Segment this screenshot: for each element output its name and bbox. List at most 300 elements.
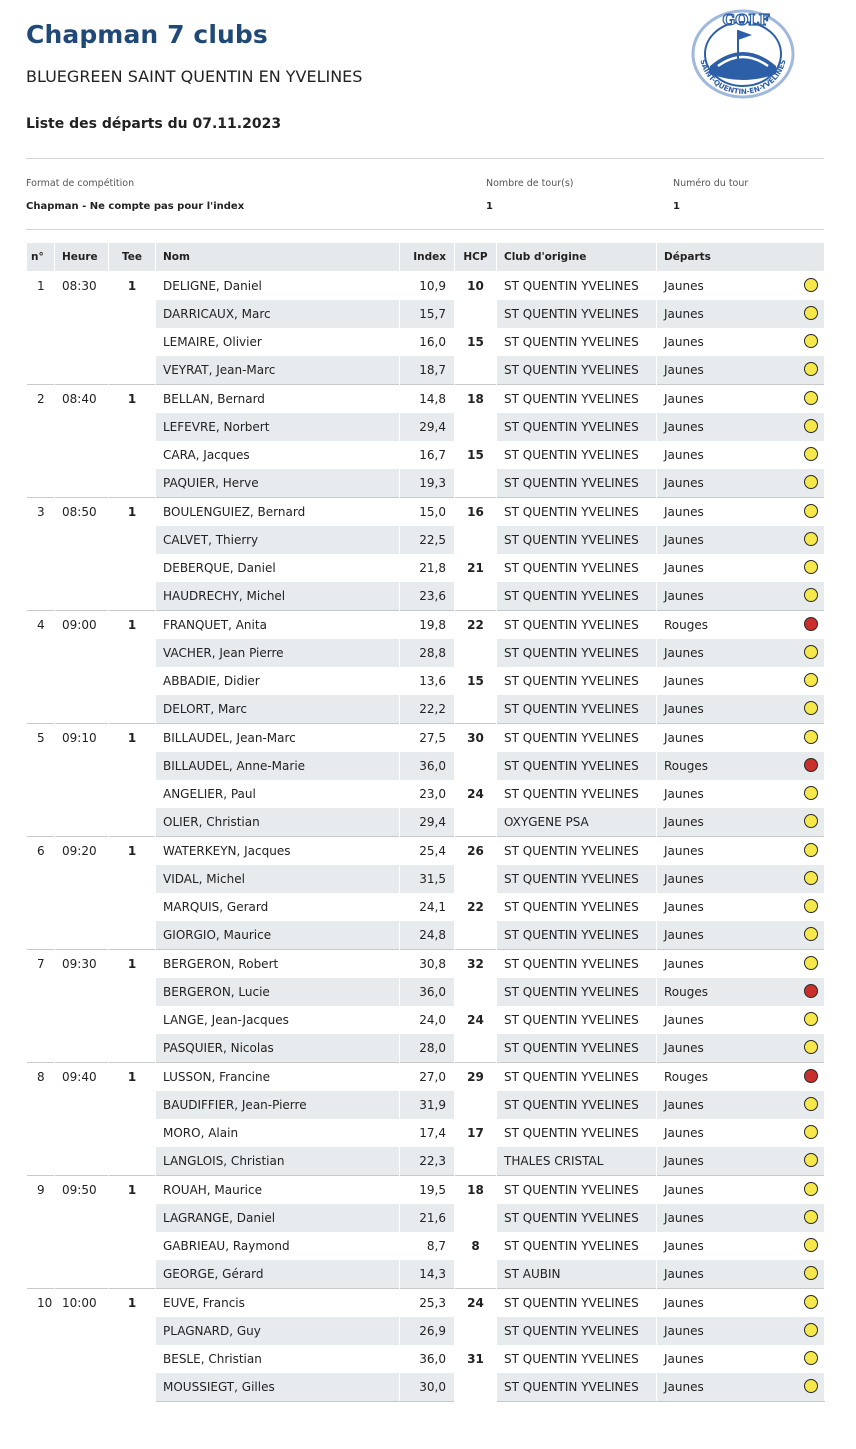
tee-color-icon xyxy=(804,588,818,602)
player-departs xyxy=(657,1091,825,1119)
group-time: 09:20 xyxy=(55,837,109,950)
table-row xyxy=(27,272,825,301)
departs-label: Jaunes xyxy=(664,307,704,321)
player-name: PASQUIER, Nicolas xyxy=(156,1034,400,1063)
departs-label: Jaunes xyxy=(664,505,704,519)
tee-color-icon xyxy=(804,1238,818,1252)
departs-label: Jaunes xyxy=(664,1324,704,1338)
player-club: ST QUENTIN YVELINES xyxy=(497,1176,657,1205)
departs-label: Jaunes xyxy=(664,1352,704,1366)
player-name: BERGERON, Lucie xyxy=(156,978,400,1006)
group-time: 10:00 xyxy=(55,1289,109,1402)
table-row xyxy=(27,1176,825,1205)
golf-logo-icon xyxy=(688,8,798,100)
player-index: 23,6 xyxy=(400,582,455,611)
player-name: CALVET, Thierry xyxy=(156,526,400,554)
player-club: ST QUENTIN YVELINES xyxy=(497,1317,657,1345)
player-club: ST AUBIN xyxy=(497,1260,657,1289)
player-name: GEORGE, Gérard xyxy=(156,1260,400,1289)
player-index: 24,8 xyxy=(400,921,455,950)
departs-label: Jaunes xyxy=(664,420,704,434)
player-index: 10,9 xyxy=(400,272,455,301)
player-club: ST QUENTIN YVELINES xyxy=(497,526,657,554)
group-tee: 1 xyxy=(109,950,156,1063)
player-club: ST QUENTIN YVELINES xyxy=(497,695,657,724)
table-header-row xyxy=(27,243,825,272)
table-row xyxy=(27,724,825,753)
group-time: 09:10 xyxy=(55,724,109,837)
tee-color-icon xyxy=(804,362,818,376)
player-name: LUSSON, Francine xyxy=(156,1063,400,1092)
tee-color-icon xyxy=(804,617,818,631)
player-departs xyxy=(657,1006,825,1034)
player-club: ST QUENTIN YVELINES xyxy=(497,950,657,979)
player-index: 26,9 xyxy=(400,1317,455,1345)
tee-color-icon xyxy=(804,391,818,405)
tee-color-icon xyxy=(804,419,818,433)
round-number-value: 1 xyxy=(673,201,680,212)
group-number: 7 xyxy=(27,950,55,1063)
player-club: ST QUENTIN YVELINES xyxy=(497,611,657,640)
player-index: 25,4 xyxy=(400,837,455,866)
player-club: ST QUENTIN YVELINES xyxy=(497,469,657,498)
rounds-label: Nombre de tour(s) xyxy=(486,178,574,189)
player-departs xyxy=(657,1204,825,1232)
round-number-label: Numéro du tour xyxy=(673,178,749,189)
logo-golf-text: GOLF xyxy=(722,11,770,29)
divider xyxy=(26,229,824,230)
tee-color-icon xyxy=(804,278,818,292)
player-departs xyxy=(657,808,825,837)
player-index: 27,0 xyxy=(400,1063,455,1092)
team-hcp: 15 xyxy=(455,328,497,385)
team-hcp: 10 xyxy=(455,272,497,329)
departs-label: Jaunes xyxy=(664,731,704,745)
departs-label: Jaunes xyxy=(664,279,704,293)
group-number: 5 xyxy=(27,724,55,837)
team-hcp: 16 xyxy=(455,498,497,555)
player-departs xyxy=(657,752,825,780)
player-departs xyxy=(657,385,825,414)
player-departs xyxy=(657,1119,825,1147)
departs-label: Jaunes xyxy=(664,1239,704,1253)
player-name: DEBERQUE, Daniel xyxy=(156,554,400,582)
departs-label: Jaunes xyxy=(664,335,704,349)
group-number: 1 xyxy=(27,272,55,385)
player-club: ST QUENTIN YVELINES xyxy=(497,667,657,695)
group-time: 08:40 xyxy=(55,385,109,498)
tee-color-icon xyxy=(804,843,818,857)
player-index: 19,8 xyxy=(400,611,455,640)
format-label: Format de compétition xyxy=(26,178,135,189)
divider xyxy=(26,158,824,159)
tee-color-icon xyxy=(804,814,818,828)
player-name: LEFEVRE, Norbert xyxy=(156,413,400,441)
tee-color-icon xyxy=(804,532,818,546)
tee-color-icon xyxy=(804,758,818,772)
tee-color-icon xyxy=(804,673,818,687)
team-hcp: 30 xyxy=(455,724,497,781)
player-name: GABRIEAU, Raymond xyxy=(156,1232,400,1260)
departs-label: Jaunes xyxy=(664,1211,704,1225)
group-tee: 1 xyxy=(109,1176,156,1289)
player-departs xyxy=(657,498,825,527)
player-club: ST QUENTIN YVELINES xyxy=(497,865,657,893)
player-departs xyxy=(657,1317,825,1345)
player-index: 14,8 xyxy=(400,385,455,414)
player-departs xyxy=(657,695,825,724)
departs-label: Rouges xyxy=(664,759,708,773)
player-club: ST QUENTIN YVELINES xyxy=(497,1345,657,1373)
player-name: VEYRAT, Jean-Marc xyxy=(156,356,400,385)
team-hcp: 29 xyxy=(455,1063,497,1120)
group-number: 9 xyxy=(27,1176,55,1289)
player-club: ST QUENTIN YVELINES xyxy=(497,921,657,950)
player-departs xyxy=(657,554,825,582)
player-name: MARQUIS, Gerard xyxy=(156,893,400,921)
player-departs xyxy=(657,469,825,498)
group-time: 09:40 xyxy=(55,1063,109,1176)
group-time: 09:30 xyxy=(55,950,109,1063)
player-name: ANGELIER, Paul xyxy=(156,780,400,808)
group-number: 6 xyxy=(27,837,55,950)
player-index: 14,3 xyxy=(400,1260,455,1289)
player-index: 15,7 xyxy=(400,300,455,328)
tee-color-icon xyxy=(804,871,818,885)
departs-label: Jaunes xyxy=(664,1154,704,1168)
team-hcp: 24 xyxy=(455,1006,497,1063)
departs-label: Jaunes xyxy=(664,533,704,547)
player-name: LAGRANGE, Daniel xyxy=(156,1204,400,1232)
player-index: 27,5 xyxy=(400,724,455,753)
player-name: VACHER, Jean Pierre xyxy=(156,639,400,667)
player-index: 15,0 xyxy=(400,498,455,527)
col-header-nom: Nom xyxy=(156,243,400,272)
player-club: ST QUENTIN YVELINES xyxy=(497,1063,657,1092)
player-departs xyxy=(657,1260,825,1289)
tee-color-icon xyxy=(804,475,818,489)
player-name: BOULENGUIEZ, Bernard xyxy=(156,498,400,527)
player-index: 13,6 xyxy=(400,667,455,695)
player-name: BERGERON, Robert xyxy=(156,950,400,979)
player-departs xyxy=(657,413,825,441)
venue-name: BLUEGREEN SAINT QUENTIN EN YVELINES xyxy=(26,67,363,86)
player-departs xyxy=(657,1034,825,1063)
page-title: Chapman 7 clubs xyxy=(26,20,268,49)
group-tee: 1 xyxy=(109,837,156,950)
player-club: ST QUENTIN YVELINES xyxy=(497,1232,657,1260)
player-club: ST QUENTIN YVELINES xyxy=(497,752,657,780)
tee-color-icon xyxy=(804,984,818,998)
player-name: BELLAN, Bernard xyxy=(156,385,400,414)
player-club: ST QUENTIN YVELINES xyxy=(497,1034,657,1063)
tee-color-icon xyxy=(804,1323,818,1337)
team-hcp: 15 xyxy=(455,667,497,724)
team-hcp: 26 xyxy=(455,837,497,894)
departs-label: Rouges xyxy=(664,985,708,999)
player-name: BESLE, Christian xyxy=(156,1345,400,1373)
departs-label: Jaunes xyxy=(664,589,704,603)
player-name: LANGE, Jean-Jacques xyxy=(156,1006,400,1034)
player-name: BAUDIFFIER, Jean-Pierre xyxy=(156,1091,400,1119)
player-departs xyxy=(657,611,825,640)
tee-color-icon xyxy=(804,1069,818,1083)
group-time: 09:50 xyxy=(55,1176,109,1289)
tee-color-icon xyxy=(804,1153,818,1167)
group-tee: 1 xyxy=(109,272,156,385)
tee-color-icon xyxy=(804,1182,818,1196)
player-departs xyxy=(657,582,825,611)
player-departs xyxy=(657,639,825,667)
col-header-n: n° xyxy=(27,243,55,272)
player-name: FRANQUET, Anita xyxy=(156,611,400,640)
player-departs xyxy=(657,526,825,554)
player-departs xyxy=(657,724,825,753)
departs-label: Jaunes xyxy=(664,1267,704,1281)
player-club: ST QUENTIN YVELINES xyxy=(497,1204,657,1232)
tee-color-icon xyxy=(804,927,818,941)
player-club: ST QUENTIN YVELINES xyxy=(497,1289,657,1318)
departs-label: Jaunes xyxy=(664,448,704,462)
player-club: ST QUENTIN YVELINES xyxy=(497,837,657,866)
team-hcp: 8 xyxy=(455,1232,497,1289)
departs-label: Jaunes xyxy=(664,787,704,801)
player-departs xyxy=(657,978,825,1006)
player-club: ST QUENTIN YVELINES xyxy=(497,1119,657,1147)
player-index: 31,5 xyxy=(400,865,455,893)
player-name: ROUAH, Maurice xyxy=(156,1176,400,1205)
group-time: 09:00 xyxy=(55,611,109,724)
start-list-table xyxy=(26,242,825,1402)
rounds-value: 1 xyxy=(486,201,493,212)
player-index: 22,3 xyxy=(400,1147,455,1176)
team-hcp: 22 xyxy=(455,611,497,668)
player-club: ST QUENTIN YVELINES xyxy=(497,385,657,414)
player-index: 36,0 xyxy=(400,1345,455,1373)
departs-label: Jaunes xyxy=(664,674,704,688)
tee-color-icon xyxy=(804,334,818,348)
player-index: 25,3 xyxy=(400,1289,455,1318)
departs-label: Jaunes xyxy=(664,900,704,914)
player-name: LEMAIRE, Olivier xyxy=(156,328,400,356)
player-departs xyxy=(657,921,825,950)
player-index: 29,4 xyxy=(400,413,455,441)
player-index: 16,7 xyxy=(400,441,455,469)
player-name: MOUSSIEGT, Gilles xyxy=(156,1373,400,1402)
player-departs xyxy=(657,1232,825,1260)
team-hcp: 24 xyxy=(455,780,497,837)
player-club: ST QUENTIN YVELINES xyxy=(497,1373,657,1402)
group-tee: 1 xyxy=(109,1289,156,1402)
col-header-hcp: HCP xyxy=(455,243,497,272)
departs-label: Jaunes xyxy=(664,702,704,716)
player-name: CARA, Jacques xyxy=(156,441,400,469)
tee-color-icon xyxy=(804,1097,818,1111)
player-departs xyxy=(657,950,825,979)
tee-color-icon xyxy=(804,560,818,574)
player-name: DARRICAUX, Marc xyxy=(156,300,400,328)
group-tee: 1 xyxy=(109,724,156,837)
player-index: 21,6 xyxy=(400,1204,455,1232)
col-header-index: Index xyxy=(400,243,455,272)
player-departs xyxy=(657,441,825,469)
player-name: DELIGNE, Daniel xyxy=(156,272,400,301)
player-name: PLAGNARD, Guy xyxy=(156,1317,400,1345)
player-index: 36,0 xyxy=(400,752,455,780)
col-header-tee: Tee xyxy=(109,243,156,272)
group-tee: 1 xyxy=(109,1063,156,1176)
player-name: LANGLOIS, Christian xyxy=(156,1147,400,1176)
table-row xyxy=(27,385,825,414)
departs-label: Jaunes xyxy=(664,872,704,886)
departs-label: Jaunes xyxy=(664,1126,704,1140)
list-subtitle: Liste des départs du 07.11.2023 xyxy=(26,116,282,132)
team-hcp: 21 xyxy=(455,554,497,611)
player-index: 19,5 xyxy=(400,1176,455,1205)
player-name: BILLAUDEL, Anne-Marie xyxy=(156,752,400,780)
player-index: 16,0 xyxy=(400,328,455,356)
player-club: ST QUENTIN YVELINES xyxy=(497,441,657,469)
player-index: 28,8 xyxy=(400,639,455,667)
tee-color-icon xyxy=(804,447,818,461)
departs-label: Jaunes xyxy=(664,1380,704,1394)
player-departs xyxy=(657,300,825,328)
departs-label: Jaunes xyxy=(664,646,704,660)
departs-label: Jaunes xyxy=(664,476,704,490)
tee-color-icon xyxy=(804,701,818,715)
group-number: 10 xyxy=(27,1289,55,1402)
player-index: 30,0 xyxy=(400,1373,455,1402)
col-header-club: Club d'origine xyxy=(497,243,657,272)
player-name: HAUDRECHY, Michel xyxy=(156,582,400,611)
player-club: ST QUENTIN YVELINES xyxy=(497,582,657,611)
table-row xyxy=(27,498,825,527)
player-departs xyxy=(657,1289,825,1318)
player-club: THALES CRISTAL xyxy=(497,1147,657,1176)
tee-color-icon xyxy=(804,1210,818,1224)
tee-color-icon xyxy=(804,1040,818,1054)
table-row xyxy=(27,950,825,979)
player-index: 30,8 xyxy=(400,950,455,979)
departs-label: Jaunes xyxy=(664,1296,704,1310)
player-name: PAQUIER, Herve xyxy=(156,469,400,498)
player-index: 24,0 xyxy=(400,1006,455,1034)
group-time: 08:30 xyxy=(55,272,109,385)
player-index: 31,9 xyxy=(400,1091,455,1119)
player-departs xyxy=(657,356,825,385)
player-index: 36,0 xyxy=(400,978,455,1006)
player-index: 18,7 xyxy=(400,356,455,385)
team-hcp: 31 xyxy=(455,1345,497,1402)
player-departs xyxy=(657,667,825,695)
tee-color-icon xyxy=(804,1266,818,1280)
player-club: ST QUENTIN YVELINES xyxy=(497,780,657,808)
tee-color-icon xyxy=(804,645,818,659)
table-row xyxy=(27,611,825,640)
departs-label: Rouges xyxy=(664,1070,708,1084)
tee-color-icon xyxy=(804,956,818,970)
table-row xyxy=(27,1063,825,1092)
player-club: ST QUENTIN YVELINES xyxy=(497,978,657,1006)
player-departs xyxy=(657,1176,825,1205)
player-index: 17,4 xyxy=(400,1119,455,1147)
player-name: MORO, Alain xyxy=(156,1119,400,1147)
player-name: ABBADIE, Didier xyxy=(156,667,400,695)
player-departs xyxy=(657,272,825,301)
player-index: 22,5 xyxy=(400,526,455,554)
player-club: ST QUENTIN YVELINES xyxy=(497,328,657,356)
player-club: ST QUENTIN YVELINES xyxy=(497,1006,657,1034)
table-row xyxy=(27,837,825,866)
player-club: ST QUENTIN YVELINES xyxy=(497,356,657,385)
departs-label: Jaunes xyxy=(664,561,704,575)
table-row xyxy=(27,1289,825,1318)
departs-label: Rouges xyxy=(664,618,708,632)
player-departs xyxy=(657,780,825,808)
format-value: Chapman - Ne compte pas pour l'index xyxy=(26,201,245,212)
player-club: OXYGENE PSA xyxy=(497,808,657,837)
departs-label: Jaunes xyxy=(664,1183,704,1197)
departs-label: Jaunes xyxy=(664,928,704,942)
player-departs xyxy=(657,1147,825,1176)
team-hcp: 32 xyxy=(455,950,497,1007)
group-tee: 1 xyxy=(109,498,156,611)
player-name: VIDAL, Michel xyxy=(156,865,400,893)
player-index: 29,4 xyxy=(400,808,455,837)
player-index: 22,2 xyxy=(400,695,455,724)
departs-label: Jaunes xyxy=(664,392,704,406)
player-departs xyxy=(657,837,825,866)
tee-color-icon xyxy=(804,504,818,518)
tee-color-icon xyxy=(804,786,818,800)
team-hcp: 18 xyxy=(455,1176,497,1233)
player-departs xyxy=(657,328,825,356)
player-name: EUVE, Francis xyxy=(156,1289,400,1318)
player-name: GIORGIO, Maurice xyxy=(156,921,400,950)
player-club: ST QUENTIN YVELINES xyxy=(497,300,657,328)
tee-color-icon xyxy=(804,1295,818,1309)
player-index: 8,7 xyxy=(400,1232,455,1260)
team-hcp: 24 xyxy=(455,1289,497,1346)
player-name: BILLAUDEL, Jean-Marc xyxy=(156,724,400,753)
team-hcp: 17 xyxy=(455,1119,497,1176)
departs-label: Jaunes xyxy=(664,363,704,377)
player-departs xyxy=(657,893,825,921)
departs-label: Jaunes xyxy=(664,844,704,858)
departs-label: Jaunes xyxy=(664,1041,704,1055)
group-time: 08:50 xyxy=(55,498,109,611)
player-club: ST QUENTIN YVELINES xyxy=(497,639,657,667)
tee-color-icon xyxy=(804,1012,818,1026)
player-club: ST QUENTIN YVELINES xyxy=(497,554,657,582)
col-header-heure: Heure xyxy=(55,243,109,272)
player-club: ST QUENTIN YVELINES xyxy=(497,893,657,921)
team-hcp: 15 xyxy=(455,441,497,498)
player-club: ST QUENTIN YVELINES xyxy=(497,413,657,441)
player-index: 21,8 xyxy=(400,554,455,582)
team-hcp: 22 xyxy=(455,893,497,950)
player-index: 28,0 xyxy=(400,1034,455,1063)
tee-color-icon xyxy=(804,730,818,744)
tee-color-icon xyxy=(804,1379,818,1393)
col-header-departs: Départs xyxy=(657,243,825,272)
departs-label: Jaunes xyxy=(664,1013,704,1027)
tee-color-icon xyxy=(804,899,818,913)
team-hcp: 18 xyxy=(455,385,497,442)
player-index: 24,1 xyxy=(400,893,455,921)
player-club: ST QUENTIN YVELINES xyxy=(497,724,657,753)
group-number: 3 xyxy=(27,498,55,611)
